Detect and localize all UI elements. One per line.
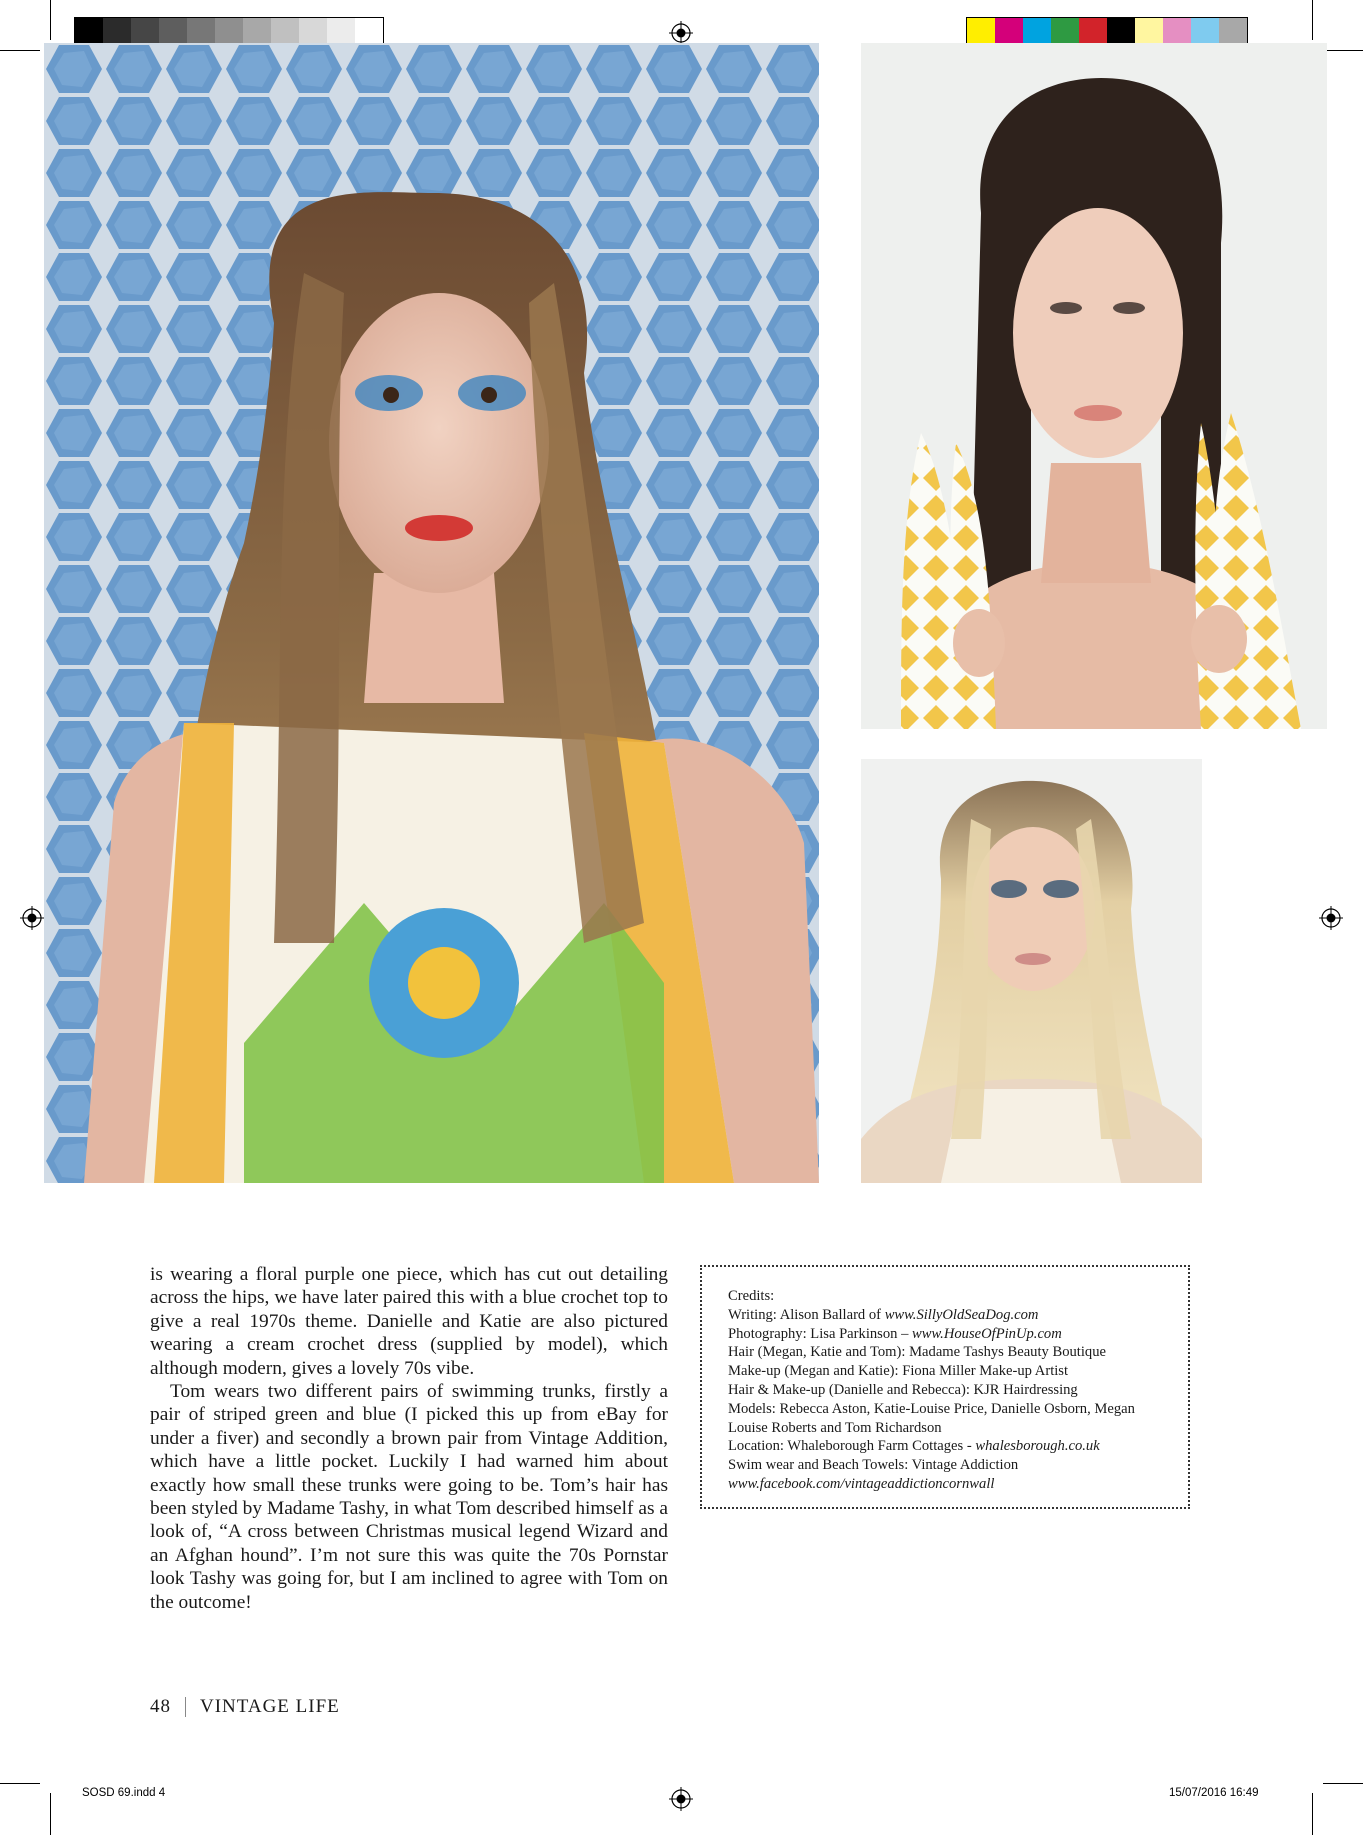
crop-mark xyxy=(1323,50,1363,51)
crop-mark xyxy=(50,0,51,40)
calibration-swatch xyxy=(243,18,271,44)
calibration-swatch xyxy=(103,18,131,44)
calibration-swatch xyxy=(299,18,327,44)
credit-makeup: Make-up (Megan and Katie): Fiona Miller Make-up Artist xyxy=(728,1363,1069,1380)
crop-mark xyxy=(0,50,40,51)
credit-link: www.SillyOldSeaDog.com xyxy=(884,1306,1039,1323)
credit-models-continued: Louise Roberts and Tom Richardson xyxy=(728,1419,942,1436)
registration-mark-icon xyxy=(669,21,693,45)
bottom-right-photo-blonde-model xyxy=(861,759,1202,1183)
credits-box xyxy=(700,1265,1190,1509)
calibration-swatch xyxy=(1191,18,1219,44)
calibration-swatch xyxy=(1079,18,1107,44)
credit-hair-makeup: Hair & Make-up (Danielle and Rebecca): KJR Hairdressing xyxy=(728,1381,1078,1398)
crop-mark xyxy=(1323,1783,1363,1784)
folio-divider xyxy=(185,1697,186,1717)
crop-mark xyxy=(1312,0,1313,40)
main-photo-model-mosaic-wall xyxy=(44,43,819,1183)
credit-swimwear: Swim wear and Beach Towels: Vintage Addiction xyxy=(728,1457,1019,1474)
calibration-swatch xyxy=(327,18,355,44)
credit-label: Photography: Lisa Parkinson – xyxy=(728,1325,913,1342)
credit-models: Models: Rebecca Aston, Katie-Louise Price, Danielle Osborn, Megan xyxy=(728,1400,1135,1417)
article-body xyxy=(150,1263,668,1614)
credit-label: Writing: Alison Ballard of xyxy=(728,1306,885,1323)
crop-mark xyxy=(1312,1793,1313,1835)
page-folio xyxy=(150,1696,340,1718)
crop-mark xyxy=(0,1783,40,1784)
credits-heading: Credits: xyxy=(728,1288,775,1304)
registration-mark-icon xyxy=(20,906,44,930)
calibration-swatch xyxy=(1107,18,1135,44)
calibration-swatch xyxy=(187,18,215,44)
calibration-swatch xyxy=(1163,18,1191,44)
registration-mark-icon xyxy=(1319,906,1343,930)
grey-calibration-bar xyxy=(74,17,384,45)
credit-hair: Hair (Megan, Katie and Tom): Madame Tashys Beauty Boutique xyxy=(728,1344,1106,1361)
page-number: 48 xyxy=(150,1696,171,1717)
credit-writing xyxy=(728,1306,1170,1325)
credit-link: whalesborough.co.uk xyxy=(975,1438,1100,1455)
calibration-swatch xyxy=(131,18,159,44)
calibration-swatch xyxy=(1023,18,1051,44)
slug-timestamp: 15/07/2016 16:49 xyxy=(1169,1787,1259,1799)
calibration-swatch xyxy=(1219,18,1247,44)
credit-photography xyxy=(728,1325,1170,1344)
calibration-swatch xyxy=(159,18,187,44)
credit-label: Location: Whaleborough Farm Cottages - xyxy=(728,1438,976,1455)
calibration-swatch xyxy=(271,18,299,44)
top-right-photo-model-towel xyxy=(861,43,1327,729)
calibration-swatch xyxy=(215,18,243,44)
calibration-swatch xyxy=(967,18,995,44)
body-paragraph: is wearing a floral purple one piece, which has cut out detailing across the hips, we have later paired this with a blue crochet top to give a real 1970s theme. Danielle and Katie are also pictured wearing a cream crochet dress (supplied by model), which although modern, gives a lovely 70s vibe. xyxy=(150,1264,668,1379)
calibration-swatch xyxy=(355,18,383,44)
credit-link: www.HouseOfPinUp.com xyxy=(912,1325,1062,1342)
calibration-swatch xyxy=(1135,18,1163,44)
magazine-name: VINTAGE LIFE xyxy=(200,1696,340,1717)
calibration-swatch xyxy=(995,18,1023,44)
credit-facebook-link: www.facebook.com/vintageaddictioncornwall xyxy=(728,1475,995,1492)
credit-location xyxy=(728,1437,1170,1456)
color-calibration-bar xyxy=(966,17,1248,45)
slug-filename: SOSD 69.indd 4 xyxy=(82,1787,166,1799)
calibration-swatch xyxy=(75,18,103,44)
registration-mark-icon xyxy=(669,1787,693,1811)
body-paragraph: Tom wears two different pairs of swimming trunks, firstly a pair of striped green and blue (I picked this up from eBay for under a fiver) and secondly a brown pair from Vintage Addition, which have a little pocket. Luckily I had warned him about exactly how small these trunks were going to be. Tom’s hair has been styled by Madame Tashy, in what Tom described himself as a look of, “A cross between Christmas musical legend Wizard and an Afghan hound”. I’m not sure this was quite the 70s Pornstar look Tashy was going for, but I am inclined to agree with Tom on the outcome! xyxy=(150,1381,668,1613)
crop-mark xyxy=(50,1793,51,1835)
calibration-swatch xyxy=(1051,18,1079,44)
